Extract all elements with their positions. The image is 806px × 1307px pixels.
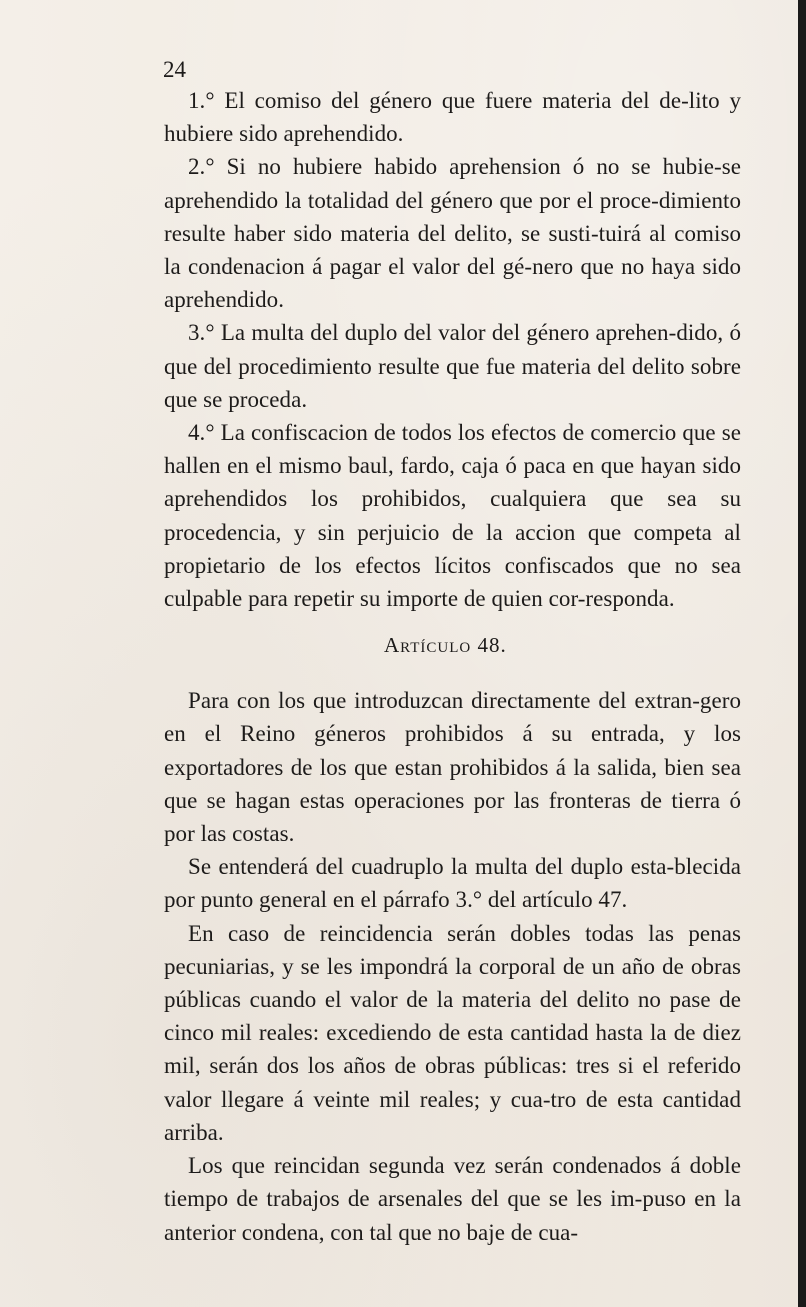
article-spacer [164,662,741,684]
paragraph-6: Se entenderá del cuadruplo la multa del duplo esta-blecida por punto general en el párrafo 3.° del artículo 47. [164,854,741,913]
article-heading: Artículo 48. [384,633,507,658]
paragraph-1: 1.° El comiso del género que fuere materia del de-lito y hubiere sido aprehendido. [164,88,741,147]
paragraph-2: 2.° Si no hubiere habido aprehension ó no se hubie-se aprehendido la totalidad del género que por el proce-dimiento resulte haber sido materia del delito, se susti-tuirá al comiso la condenacion á pagar el valor del gé-nero que no haya sido aprehendido. [164,154,741,313]
page-edge [798,0,806,1307]
paragraph-4: 4.° La confiscacion de todos los efectos de comercio que se hallen en el mismo baul, fardo, caja ó paca en que hayan sido aprehendidos los prohibidos, cualquiera que sea su procedencia, y sin perjuicio de la accion que competa al propietario de los efectos lícitos confiscados que no sea culpable para repetir su importe de quien cor-responda. [164,420,741,612]
paragraph-8: Los que reincidan segunda vez serán condenados á doble tiempo de trabajos de arsenales del que se les im-puso en la anterior condena, con tal que no baje de cua- [164,1153,741,1245]
page-number: 24 [163,57,186,82]
paragraph-5: Para con los que introduzcan directamente del extran-gero en el Reino géneros prohibidos á su entrada, y los exportadores de los que estan prohibidos á la salida, bien sea que se hagan estas operaciones por las fronteras de tierra ó por las costas. [164,688,741,847]
paragraph-7: En caso de reincidencia serán dobles todas las penas pecuniarias, y se les impondrá la corporal de un año de obras públicas cuando el valor de la materia del delito no pase de cinco mil reales: excediendo de esta cantidad hasta la de diez mil, serán dos los años de obras públicas: tres si el referido valor llegare á veinte mil reales; y cua-tro de esta cantidad arriba. [164,920,741,1145]
document-content [164,84,741,1249]
paragraph-3: 3.° La multa del duplo del valor del género aprehen-dido, ó que del procedimiento resulte que fue materia del delito sobre que se proceda. [164,320,741,412]
